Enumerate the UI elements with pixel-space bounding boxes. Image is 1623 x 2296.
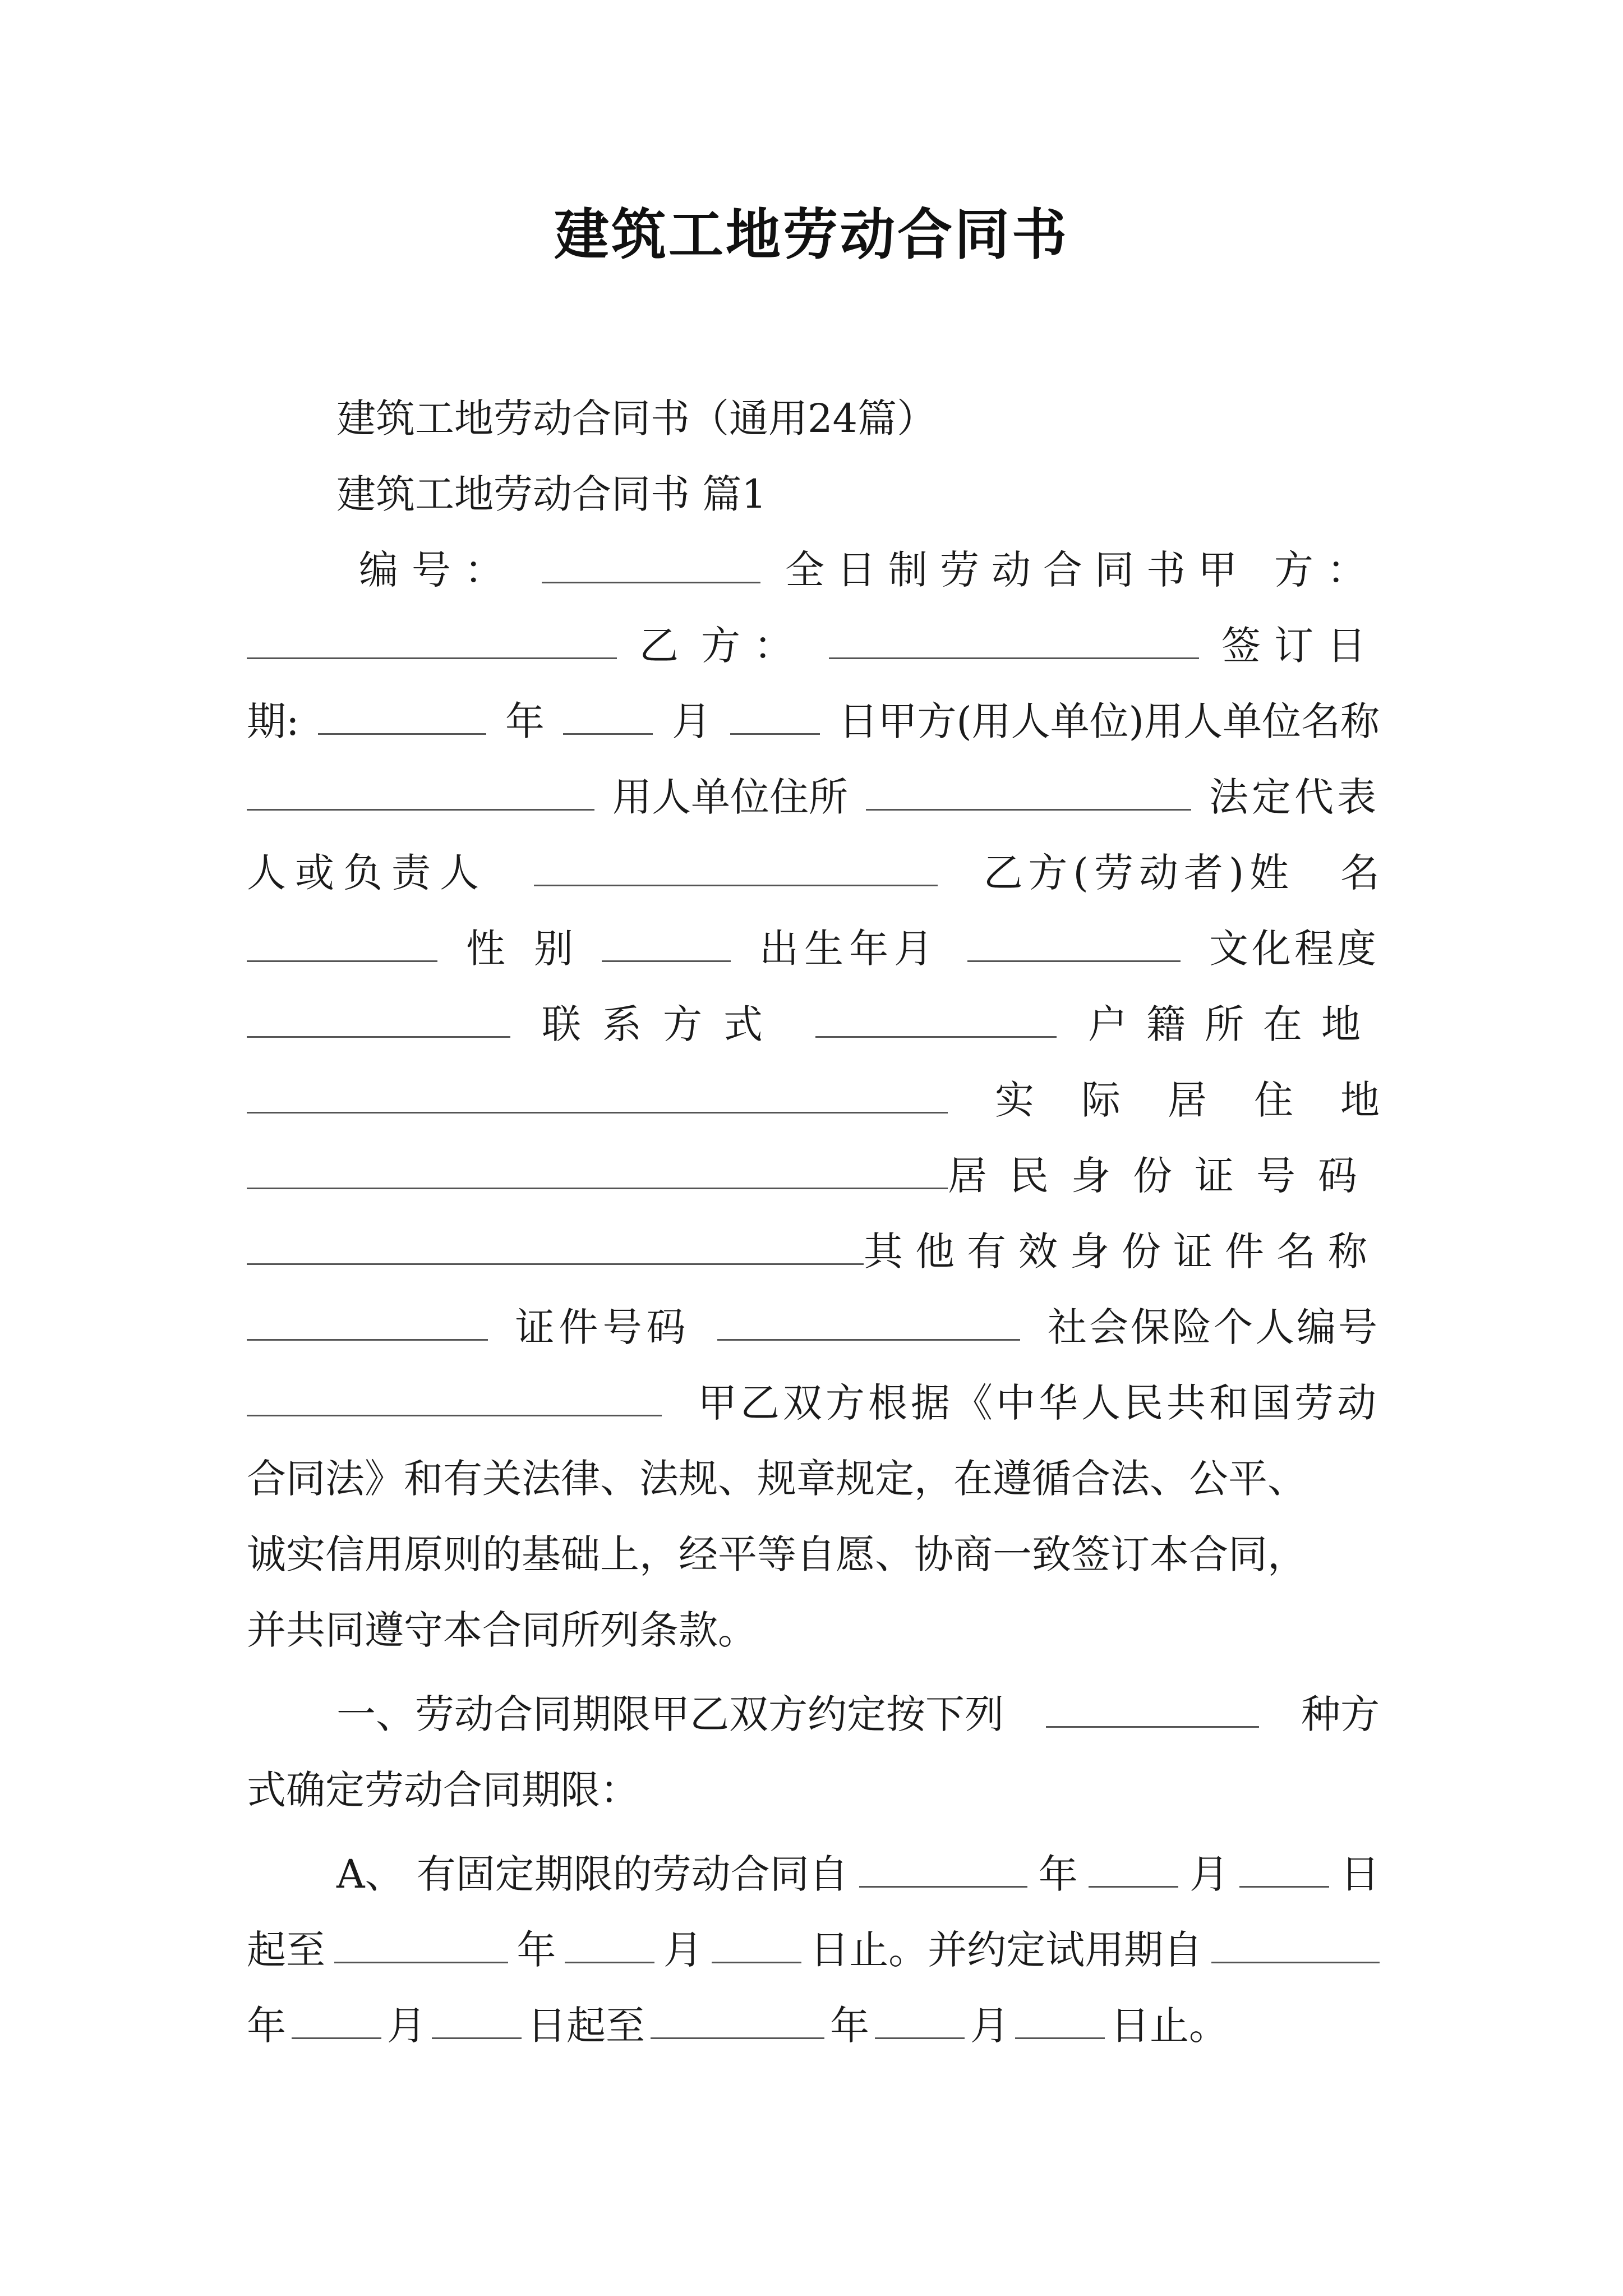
blank-gender (602, 956, 731, 962)
blank-start-year (859, 1881, 1027, 1888)
label-party-b: 方： (701, 622, 806, 669)
label-employer-address: 用人单位住所 (612, 774, 848, 820)
label-start-month: 月 (1189, 1851, 1229, 1897)
blank-employer-name (247, 804, 594, 811)
label-date-suffix: 期: (247, 698, 299, 744)
text-line-17: 式确定劳动合同期限： (247, 1766, 639, 1813)
line-20 (247, 1989, 1380, 2056)
blank-residence (247, 1183, 948, 1189)
text-fixed-term: A、 有固定期限的劳动合同自 (336, 1851, 849, 1897)
label-contact: 联系方式 (542, 1001, 784, 1047)
label-id-number: 居民身份证号码 (948, 1152, 1380, 1199)
line-8 (247, 1063, 1380, 1130)
label-responsible-person: 人或负责人 (247, 849, 488, 896)
label-party-b-char: 乙 (639, 622, 679, 669)
line-18 (247, 1837, 1380, 1904)
text-probation: 日止。并约定试用期自 (810, 1926, 1203, 1973)
text-contract-term: 一、劳动合同期限甲乙双方约定按下列 (336, 1691, 1004, 1737)
blank-social-insurance (247, 1410, 662, 1416)
label-p-end-year: 年 (830, 2002, 869, 2049)
text-line-14: 诚实信用原则的基础上，经平等自愿、协商一致签订本合同， (247, 1531, 1307, 1577)
subtitle-line (247, 381, 1380, 449)
line-17 (247, 1753, 1380, 1820)
label-month: 月 (672, 698, 712, 744)
text-line-15: 并共同遵守本合同所列条款。 (247, 1607, 757, 1653)
blank-p-end-year (651, 2033, 824, 2039)
blank-birth (967, 956, 1181, 962)
blank-p-start-day (432, 2033, 522, 2039)
blank-certificate-number (717, 1335, 1020, 1341)
blank-day (730, 729, 820, 735)
label-birth: 出生年月 (759, 925, 939, 972)
label-name-char: 名 (1340, 849, 1380, 896)
line-5 (247, 836, 1380, 903)
text-basis: 甲乙双方根据《中华人民共和国劳动 (698, 1379, 1380, 1426)
blank-contact (815, 1032, 1057, 1038)
line-2 (247, 609, 1380, 676)
blank-worker-name (247, 956, 437, 962)
label-household-reg: 户籍所在地 (1088, 1001, 1380, 1047)
blank-responsible-person (534, 880, 938, 886)
blank-p-end-month (875, 2033, 965, 2039)
blank-p-start-month (292, 2033, 381, 2039)
line-4 (247, 760, 1380, 827)
line-7 (247, 987, 1380, 1055)
label-employer-name: 日甲方(用人单位)用人单位名称 (838, 698, 1380, 744)
line-15 (247, 1593, 1380, 1660)
label-p-start-month: 月 (387, 2002, 426, 2049)
label-p-end: 日止。 (1110, 2002, 1228, 2049)
label-gender-1: 性 (466, 925, 505, 972)
label-residence-5: 地 (1340, 1076, 1380, 1123)
blank-start-month (1089, 1881, 1178, 1888)
blank-household-reg (247, 1107, 948, 1114)
label-residence-4: 住 (1254, 1076, 1293, 1123)
label-end-month: 月 (663, 1926, 703, 1973)
label-p-from: 日起至 (527, 2002, 645, 2049)
blank-probation-start-year (1211, 1957, 1380, 1963)
label-other-id: 其他有效身份证件名称 (864, 1228, 1380, 1274)
line-14 (247, 1517, 1380, 1585)
line-10 (247, 1214, 1380, 1282)
blank-party-a (247, 653, 617, 659)
label-worker-name: 乙方(劳动者)姓 (983, 849, 1295, 896)
blank-number (542, 577, 760, 583)
document-subtitle: 建筑工地劳动合同书（通用24篇） (336, 395, 937, 441)
blank-year (318, 729, 486, 735)
line-12 (247, 1366, 1380, 1433)
line-3 (247, 684, 1380, 752)
label-start-year: 年 (1038, 1851, 1078, 1897)
label-fulltime-contract: 全日制劳动合同书甲 (785, 546, 1249, 593)
label-certificate-number: 证件号码 (515, 1304, 690, 1350)
label-residence-3: 居 (1168, 1076, 1207, 1123)
blank-employer-address (866, 804, 1191, 811)
blank-party-b (829, 653, 1199, 659)
label-residence-1: 实 (995, 1076, 1034, 1123)
line-1 (247, 533, 1380, 600)
label-year: 年 (505, 698, 545, 744)
text-kind: 种方 (1301, 1691, 1380, 1737)
blank-id-number (247, 1259, 864, 1265)
label-p-start-year: 年 (247, 2002, 286, 2049)
line-9 (247, 1139, 1380, 1206)
label-legal-rep: 法定代表 (1209, 774, 1380, 820)
section-heading (247, 457, 1380, 524)
text-line-13: 合同法》和有关法律、法规、规章规定，在遵循合法、公平、 (247, 1455, 1307, 1502)
blank-term-option (1046, 1722, 1259, 1728)
label-number: 编号： (359, 546, 517, 593)
label-residence-2: 际 (1081, 1076, 1121, 1123)
blank-month (563, 729, 653, 735)
blank-p-end-day (1015, 2033, 1105, 2039)
line-11 (247, 1290, 1380, 1358)
label-sign-date: 签订日 (1221, 622, 1380, 669)
blank-start-day (1239, 1881, 1329, 1888)
label-social-insurance: 社会保险个人编号 (1047, 1304, 1380, 1350)
line-13 (247, 1442, 1380, 1509)
label-end-year: 年 (517, 1926, 556, 1973)
label-education: 文化程度 (1209, 925, 1380, 972)
blank-end-year (334, 1957, 508, 1963)
line-16 (247, 1677, 1380, 1745)
line-6 (247, 912, 1380, 979)
label-gender-2: 别 (534, 925, 573, 972)
blank-end-month (565, 1957, 654, 1963)
label-start-day: 日 (1340, 1851, 1380, 1897)
blank-end-day (712, 1957, 801, 1963)
line-19 (247, 1913, 1380, 1980)
label-p-end-month: 月 (970, 2002, 1009, 2049)
document-title: 建筑工地劳动合同书 (554, 203, 1069, 267)
blank-other-id (247, 1335, 488, 1341)
label-party-a: 方： (1274, 546, 1380, 593)
section-title: 建筑工地劳动合同书 篇1 (336, 471, 767, 517)
label-until: 起至 (247, 1926, 325, 1973)
blank-education (247, 1032, 510, 1038)
